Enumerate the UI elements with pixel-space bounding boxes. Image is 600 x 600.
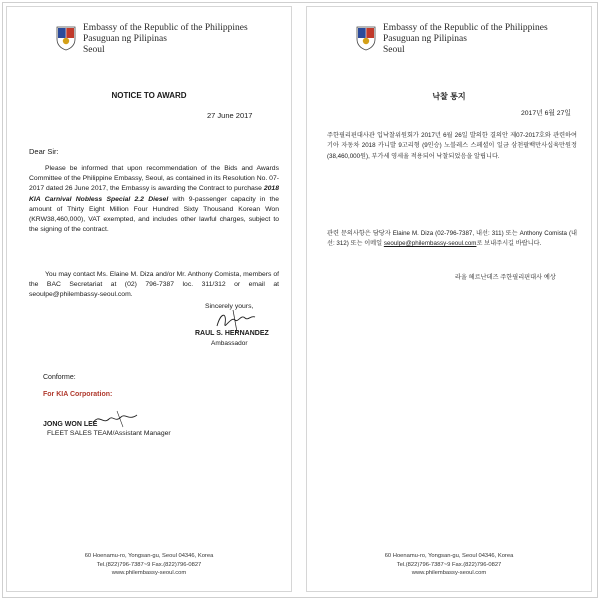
contact-text-korean-b: 로 보내주시길 바랍니다. — [476, 240, 542, 248]
closing: Sincerely yours, — [205, 303, 254, 310]
award-paragraph — [29, 164, 279, 235]
notice-date: 27 June 2017 — [207, 111, 253, 120]
footer-web: www.philembassy-seoul.com — [111, 570, 187, 577]
footer — [307, 552, 591, 578]
notice-title: NOTICE TO AWARD — [111, 91, 187, 100]
contact-text-korean-a: 관련 문의사항은 담당자 Elaine M. Diza (02-796-7387, 내선: 311) 또는 Anthony Comista (내선: 312) 또는 이메일 — [327, 230, 577, 248]
letterhead-line2: Pasuguan ng Pilipinas — [83, 34, 167, 44]
kia-label: For KIA Corporation: — [43, 391, 113, 398]
letterhead-line2: Pasuguan ng Pilipinas — [383, 34, 467, 44]
contact-text: You may contact Ms. Elaine M. Diza and/or Mr. Anthony Comista, members of the BAC Secretariat at (02) 796-7387 loc. 311/312 or email at seoulpe@philembassy-seoul.com. — [29, 271, 279, 299]
kia-signer-title: FLEET SALES TEAM/Assistant Manager — [47, 430, 171, 437]
footer-phones: Tel.(822)796-7387~9 Fax.(822)796-0827 — [396, 561, 502, 568]
award-paragraph-korean: 주한필리핀대사관 입낙찰위원회가 2017년 6월 26일 발의한 결의안 제07-2017호와 관련하여 기아 자동차 2018 카니발 9고리형 (9인승) 노블레스 스페셜이 일금 삼천팔백만사십육만원정 (38,460,000원), 부가세 영세율 적용되어 낙찰되었음을 알립니다. — [327, 132, 577, 160]
english-letter-page — [6, 6, 292, 592]
award-text-a: Please be informed that upon recommendation of the Bids and Awards Committee of the Philippine Embassy, Seoul, as contained in its Resolution No. 07-2017 dated 26 June 2017, the Embassy is awarding the Contract to purchase — [29, 165, 279, 193]
kia-signer-name: JONG WON LEE — [43, 421, 98, 428]
footer — [7, 552, 291, 578]
contact-email-link[interactable]: seoulpe@philembassy-seoul.com — [383, 240, 477, 248]
korean-letter-page — [306, 6, 592, 592]
contact-paragraph-korean — [327, 229, 577, 250]
notice-date-korean: 2017년 6월 27일 — [521, 110, 571, 117]
notice-title-korean: 낙찰 통지 — [432, 92, 466, 101]
letterhead-line1: Embassy of the Republic of the Philippines — [383, 23, 548, 33]
philippine-seal-icon — [355, 25, 377, 51]
salutation: Dear Sir: — [29, 147, 59, 156]
footer-phones: Tel.(822)796-7387~9 Fax.(822)796-0827 — [96, 561, 202, 568]
kia-signature-icon — [91, 409, 139, 429]
letterhead-line3: Seoul — [83, 45, 105, 55]
footer-address: 60 Hoenamu-ro, Yongsan-gu, Seoul 04346, Korea — [384, 553, 514, 559]
letterhead — [383, 23, 548, 56]
vehicle-name: 2018 KIA Carnival Nobless Special 2.2 Diesel — [29, 185, 279, 203]
letterhead-line1: Embassy of the Republic of the Philippines — [83, 23, 248, 33]
letterhead-line3: Seoul — [383, 45, 405, 55]
footer-address: 60 Hoenamu-ro, Yongsan-gu, Seoul 04346, Korea — [84, 553, 214, 559]
footer-web: www.philembassy-seoul.com — [411, 570, 487, 577]
philippine-seal-icon — [55, 25, 77, 51]
contact-paragraph — [29, 270, 279, 301]
letterhead — [83, 23, 248, 56]
closing-korean: 라울 헤르난데즈 주한필리핀대사 예상 — [455, 274, 556, 281]
signer-title: Ambassador — [211, 340, 248, 347]
signer-name: RAUL S. HERNANDEZ — [195, 330, 269, 337]
conforme-label: Conforme: — [43, 374, 76, 381]
award-text-b: with 9-passenger capacity in the amount of Thirty Eight Million Four Hundred Sixty Thousand Korean Won (KRW38,460,000), VAT exempted, and includes other lawful charges, subject to the signing of the contract. — [29, 195, 279, 234]
